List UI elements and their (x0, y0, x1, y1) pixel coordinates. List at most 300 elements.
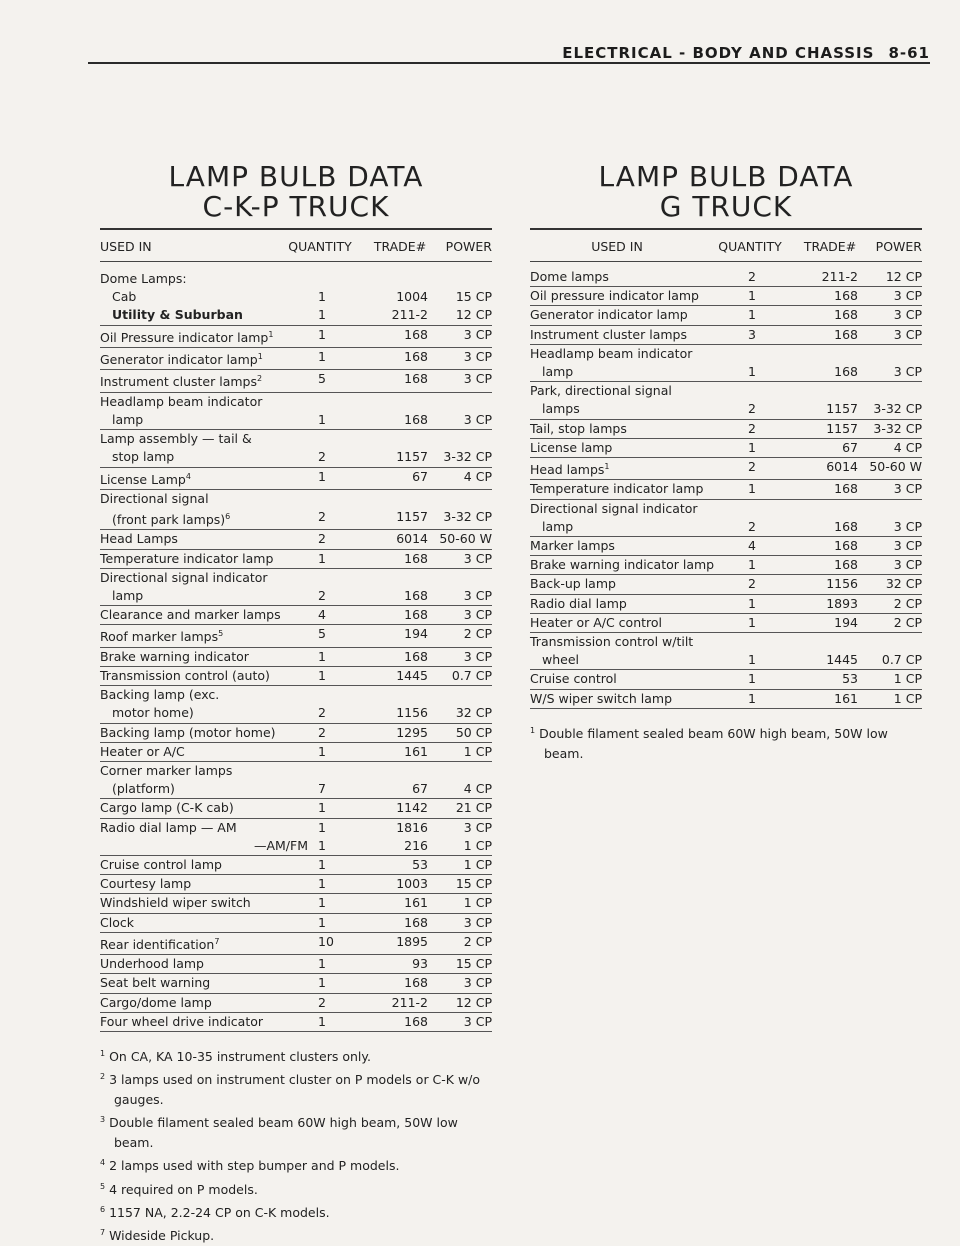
table-row (100, 430, 492, 448)
row-label: Heater or A/C (100, 743, 185, 759)
footnote-text: 3 lamps used on instrument cluster on P models or C-K w/o gauges. (109, 1072, 481, 1108)
footnote-text: Double filament sealed beam 60W high beam, 50W low beam. (539, 725, 888, 761)
row-power: 4 CP (893, 439, 922, 455)
row-trade: 1157 (826, 420, 858, 436)
row-trade: 168 (404, 914, 428, 930)
table-row (100, 780, 492, 799)
row-power: 1 CP (463, 837, 492, 853)
row-label: Heater or A/C control (530, 614, 663, 630)
row-trade (378, 686, 428, 704)
row-label: Cruise control lamp (100, 857, 222, 873)
row-label: lamps (542, 401, 580, 417)
table-row (530, 420, 922, 439)
row-quantity (318, 686, 346, 704)
table-row (100, 704, 492, 723)
footnote-ref: 1 (268, 329, 274, 339)
table-row (100, 894, 492, 913)
row-used-in (530, 326, 738, 344)
row-used-in (100, 667, 308, 685)
row-trade: 168 (404, 648, 428, 664)
row-power: 3 CP (463, 550, 492, 566)
row-label: Instrument cluster lamps (530, 326, 687, 342)
footnote-text: Wideside Pickup. (109, 1228, 215, 1244)
table-row (100, 762, 492, 780)
row-label: Utility & Suburban (112, 307, 243, 323)
row-power: 3 CP (463, 648, 492, 664)
row-quantity: 2 (748, 459, 756, 475)
table-row (530, 306, 922, 325)
row-label: Cargo lamp (C-K cab) (100, 800, 234, 816)
row-trade: 168 (404, 588, 428, 604)
col-quantity: QUANTITY (718, 239, 782, 254)
row-quantity: 2 (318, 705, 326, 721)
row-used-in (530, 363, 738, 381)
row-power (428, 393, 492, 411)
row-used-in (100, 550, 308, 568)
row-quantity (318, 762, 346, 780)
row-power: 12 CP (455, 994, 492, 1010)
row-used-in (530, 420, 738, 438)
header-rule (88, 62, 930, 64)
row-used-in (100, 306, 308, 324)
table-row (100, 837, 492, 856)
table-row (100, 686, 492, 704)
table-row (100, 270, 492, 288)
row-power: 1 CP (893, 671, 922, 687)
footnote-number: 1 (100, 1049, 106, 1059)
footnote (100, 1067, 492, 1110)
footnote-ref: 2 (257, 374, 263, 384)
row-trade: 168 (404, 550, 428, 566)
g-title (530, 162, 922, 222)
row-power (858, 633, 922, 651)
row-quantity: 10 (318, 933, 334, 949)
row-trade: 168 (404, 326, 428, 342)
row-trade: 1895 (396, 933, 428, 949)
col-power: POWER (875, 239, 922, 254)
row-used-in (530, 500, 738, 518)
table-row (100, 550, 492, 569)
row-quantity: 7 (318, 781, 326, 797)
row-trade: 6014 (826, 459, 858, 475)
table-row (530, 670, 922, 689)
row-trade: 53 (842, 671, 858, 687)
row-power: 3 CP (893, 557, 922, 573)
row-label: Generator indicator lamp (100, 352, 258, 368)
row-used-in (530, 306, 738, 324)
row-used-in (100, 288, 308, 306)
row-label: Brake warning indicator lamp (530, 557, 715, 573)
row-power: 32 CP (885, 576, 922, 592)
row-used-in (530, 382, 738, 400)
row-label: Seat belt warning (100, 975, 211, 991)
row-power: 3 CP (463, 411, 492, 427)
row-quantity (748, 500, 776, 518)
row-quantity: 2 (748, 269, 756, 284)
row-label: Marker lamps (530, 538, 615, 553)
row-power: 12 CP (455, 307, 492, 323)
row-label: (front park lamps) (112, 512, 226, 528)
row-quantity (318, 569, 346, 587)
table-row (100, 306, 492, 325)
row-label: lamp (542, 364, 574, 380)
footnote-number: 7 (100, 1227, 106, 1237)
row-power: 3-32 CP (443, 449, 492, 465)
row-quantity: 1 (748, 481, 756, 497)
row-used-in (530, 614, 738, 632)
row-power: 3 CP (893, 364, 922, 380)
row-trade: 1157 (826, 401, 858, 417)
row-quantity: 2 (748, 576, 756, 592)
row-trade: 67 (842, 439, 858, 455)
row-trade: 168 (404, 371, 428, 387)
row-label: Underhood lamp (100, 956, 204, 972)
table-row (100, 468, 492, 490)
row-label: License lamp (530, 439, 613, 455)
row-power: 3 CP (893, 307, 922, 323)
row-label: Cruise control (530, 671, 617, 687)
footnote-ref: 6 (225, 512, 231, 522)
row-quantity: 1 (318, 648, 326, 664)
row-quantity: 2 (318, 509, 326, 525)
row-trade: 168 (834, 557, 858, 573)
row-label: W/S wiper switch lamp (530, 690, 673, 706)
row-power: 3 CP (463, 819, 492, 835)
row-power: 50-60 W (439, 531, 492, 547)
row-label: stop lamp (112, 449, 175, 465)
row-power: 50 CP (455, 724, 492, 740)
ckp-title-line1: LAMP BULB DATA (168, 160, 424, 193)
row-label: lamp (542, 518, 574, 534)
table-row (100, 724, 492, 743)
row-quantity: 2 (748, 518, 756, 534)
footnote (100, 1044, 492, 1067)
row-used-in (100, 856, 308, 874)
row-trade (378, 430, 428, 448)
row-trade (378, 393, 428, 411)
row-trade: 1156 (826, 576, 858, 592)
row-quantity (318, 270, 346, 288)
row-quantity: 1 (318, 914, 326, 930)
row-label: lamp (112, 588, 144, 604)
row-used-in (100, 430, 308, 448)
col-used-in: USED IN (100, 239, 152, 254)
row-power: 3 CP (463, 1013, 492, 1029)
footnote-ref: 4 (185, 471, 191, 481)
row-used-in (100, 875, 308, 893)
row-quantity: 1 (748, 364, 756, 380)
row-quantity: 1 (318, 289, 326, 305)
table-row (530, 363, 922, 382)
footnote-number: 1 (530, 725, 536, 735)
row-used-in (530, 670, 738, 688)
g-title-line1: LAMP BULB DATA (598, 160, 854, 193)
row-label: Head Lamps (100, 531, 178, 547)
row-label: Clearance and marker lamps (100, 607, 281, 623)
table-row (530, 651, 922, 670)
row-quantity (318, 430, 346, 448)
row-quantity: 1 (318, 975, 326, 991)
row-trade (378, 762, 428, 780)
row-trade: 168 (834, 481, 858, 497)
row-quantity: 2 (318, 588, 326, 604)
page-number: 8-61 (888, 44, 930, 62)
row-trade: 1816 (396, 819, 428, 835)
row-label: Instrument cluster lamps (100, 374, 257, 390)
row-used-in (530, 458, 738, 479)
footnote-number: 2 (100, 1072, 106, 1082)
row-power: 32 CP (455, 705, 492, 721)
table-row (100, 799, 492, 818)
row-used-in (530, 287, 738, 305)
row-quantity (748, 633, 776, 651)
row-power: 1 CP (463, 857, 492, 873)
row-label: Dome lamps (530, 269, 609, 284)
row-quantity: 2 (748, 420, 756, 436)
col-trade: TRADE# (803, 239, 857, 254)
row-label: motor home) (112, 705, 194, 721)
row-quantity: 1 (748, 595, 756, 611)
row-trade: 194 (834, 614, 858, 630)
table-row (530, 633, 922, 651)
col-used-in: USED IN (591, 239, 643, 254)
row-used-in (100, 914, 308, 932)
table-row (530, 614, 922, 633)
row-quantity: 2 (318, 449, 326, 465)
table-row (100, 411, 492, 430)
row-power: 2 CP (893, 614, 922, 630)
ckp-truck-table (100, 162, 492, 1246)
table-row (100, 743, 492, 762)
row-power: 3-32 CP (443, 509, 492, 525)
row-label: License Lamp (100, 471, 186, 487)
row-quantity (318, 490, 346, 508)
row-power: 3 CP (463, 348, 492, 364)
row-quantity: 2 (748, 401, 756, 417)
row-power: 3 CP (463, 371, 492, 387)
row-trade: 161 (404, 743, 428, 759)
row-trade: 168 (404, 975, 428, 991)
table-row (530, 382, 922, 400)
section-title: ELECTRICAL - BODY AND CHASSIS (562, 44, 875, 62)
row-used-in (530, 690, 738, 708)
row-power: 3 CP (463, 914, 492, 930)
row-label: Backing lamp (motor home) (100, 724, 276, 740)
row-quantity: 5 (318, 626, 326, 642)
row-power: 4 CP (463, 781, 492, 797)
row-label: Lamp assembly — tail & (100, 431, 252, 447)
row-label: Back-up lamp (530, 576, 616, 592)
row-label: Transmission control w/tilt (530, 634, 694, 650)
row-trade: 211-2 (821, 269, 858, 284)
row-label: Directional signal indicator (530, 500, 698, 516)
row-trade (808, 500, 858, 518)
row-used-in (530, 400, 738, 418)
table-row (100, 448, 492, 467)
row-trade: 216 (404, 837, 428, 853)
table-row (530, 287, 922, 306)
row-used-in (100, 348, 308, 369)
row-quantity: 4 (318, 607, 326, 623)
g-truck-table (530, 162, 922, 764)
row-used-in (530, 537, 738, 555)
row-trade: 1157 (396, 509, 428, 525)
row-label: lamp (112, 411, 144, 427)
row-label: Backing lamp (exc. (100, 687, 220, 703)
table-row (100, 587, 492, 606)
row-used-in (530, 480, 738, 498)
row-trade: 168 (834, 307, 858, 323)
row-trade: 168 (834, 364, 858, 380)
row-used-in (100, 894, 308, 912)
row-quantity: 1 (318, 837, 326, 853)
row-power (858, 345, 922, 363)
row-power: 3 CP (893, 518, 922, 534)
row-quantity: 1 (748, 307, 756, 323)
row-quantity: 1 (318, 857, 326, 873)
row-used-in (530, 575, 738, 593)
row-power: 0.7 CP (451, 668, 492, 683)
row-trade: 168 (834, 326, 858, 342)
row-trade: 168 (404, 348, 428, 364)
g-title-line2: G TRUCK (659, 190, 793, 223)
row-used-in (100, 955, 308, 973)
table-row (100, 648, 492, 667)
row-label: Head lamps (530, 462, 605, 478)
row-label: Corner marker lamps (100, 763, 233, 779)
footnote-text: 4 required on P models. (109, 1181, 258, 1197)
row-quantity: 1 (318, 550, 326, 566)
row-used-in (100, 994, 308, 1012)
row-trade: 6014 (396, 531, 428, 547)
row-quantity: 1 (318, 876, 326, 892)
table-row (100, 326, 492, 348)
row-quantity: 1 (748, 652, 756, 668)
row-label: Temperature indicator lamp (530, 481, 704, 497)
row-trade: 168 (834, 538, 858, 553)
table-row (100, 569, 492, 587)
row-trade: 1445 (826, 652, 858, 668)
row-used-in (100, 448, 308, 466)
footnote (100, 1200, 492, 1223)
row-quantity: 1 (318, 668, 326, 683)
row-power: 15 CP (455, 289, 492, 305)
row-quantity (318, 393, 346, 411)
col-trade: TRADE# (373, 239, 427, 254)
g-rows (530, 268, 922, 709)
row-label: Brake warning indicator (100, 648, 249, 664)
row-trade: 211-2 (391, 307, 428, 323)
ckp-column-headers (100, 230, 492, 262)
row-quantity: 1 (318, 326, 326, 342)
ckp-footnotes (100, 1044, 492, 1246)
row-quantity: 1 (748, 439, 756, 455)
table-row (530, 458, 922, 480)
table-row (100, 288, 492, 306)
row-trade (378, 490, 428, 508)
row-power: 15 CP (455, 876, 492, 892)
row-label: Directional signal indicator (100, 569, 268, 585)
row-quantity: 1 (318, 1013, 326, 1029)
table-row (100, 530, 492, 549)
table-row (530, 690, 922, 709)
footnote-text: 2 lamps used with step bumper and P models. (109, 1158, 400, 1174)
row-trade: 1445 (396, 668, 428, 683)
row-quantity: 1 (748, 557, 756, 573)
row-trade (378, 569, 428, 587)
row-used-in (100, 606, 308, 624)
footnote-text: On CA, KA 10-35 instrument clusters only. (109, 1049, 371, 1065)
row-used-in (530, 439, 738, 457)
row-power: 3 CP (463, 588, 492, 604)
row-label: Windshield wiper switch (100, 895, 251, 911)
row-trade: 168 (834, 518, 858, 534)
table-row (100, 974, 492, 993)
row-label: Cargo/dome lamp (100, 994, 212, 1010)
table-row (530, 480, 922, 499)
row-quantity: 1 (748, 288, 756, 304)
row-label: Directional signal (100, 490, 209, 506)
row-trade: 194 (404, 626, 428, 642)
table-row (530, 575, 922, 594)
footnote-text: 1157 NA, 2.2-24 CP on C-K models. (109, 1204, 330, 1220)
row-power (858, 500, 922, 518)
row-label: Roof marker lamps (100, 629, 219, 645)
row-power (428, 686, 492, 704)
row-used-in (530, 651, 738, 669)
row-power: 3 CP (893, 481, 922, 497)
row-used-in (100, 530, 308, 548)
row-trade (808, 633, 858, 651)
g-footnotes (530, 721, 922, 764)
ckp-title-line2: C-K-P TRUCK (202, 190, 390, 223)
row-label: Courtesy lamp (100, 876, 192, 892)
table-row (100, 933, 492, 955)
row-label: Transmission control (auto) (100, 668, 270, 683)
row-trade: 1004 (396, 289, 428, 305)
row-trade: 1003 (396, 876, 428, 892)
row-used-in (100, 724, 308, 742)
col-quantity: QUANTITY (288, 239, 352, 254)
row-power: 3-32 CP (873, 420, 922, 436)
row-label: Park, directional signal (530, 383, 672, 399)
table-row (530, 518, 922, 537)
ckp-title (100, 162, 492, 222)
row-power (858, 382, 922, 400)
row-used-in (100, 933, 308, 954)
table-row (530, 326, 922, 345)
row-trade: 1893 (826, 595, 858, 611)
row-power: 15 CP (455, 956, 492, 972)
row-used-in (100, 837, 308, 855)
row-used-in (530, 268, 738, 286)
row-power: 2 CP (893, 595, 922, 611)
row-trade (808, 382, 858, 400)
row-used-in (100, 370, 308, 391)
table-row (100, 348, 492, 370)
row-label: Four wheel drive indicator (100, 1013, 264, 1029)
row-trade: 67 (412, 468, 428, 484)
g-column-headers (530, 230, 922, 262)
row-label: Rear identification (100, 937, 215, 952)
table-row (530, 537, 922, 556)
row-trade (808, 345, 858, 363)
row-trade: 161 (834, 690, 858, 706)
table-row (530, 556, 922, 575)
row-trade: 168 (404, 1013, 428, 1029)
row-label: Radio dial lamp (530, 595, 627, 611)
row-power: 3-32 CP (873, 401, 922, 417)
